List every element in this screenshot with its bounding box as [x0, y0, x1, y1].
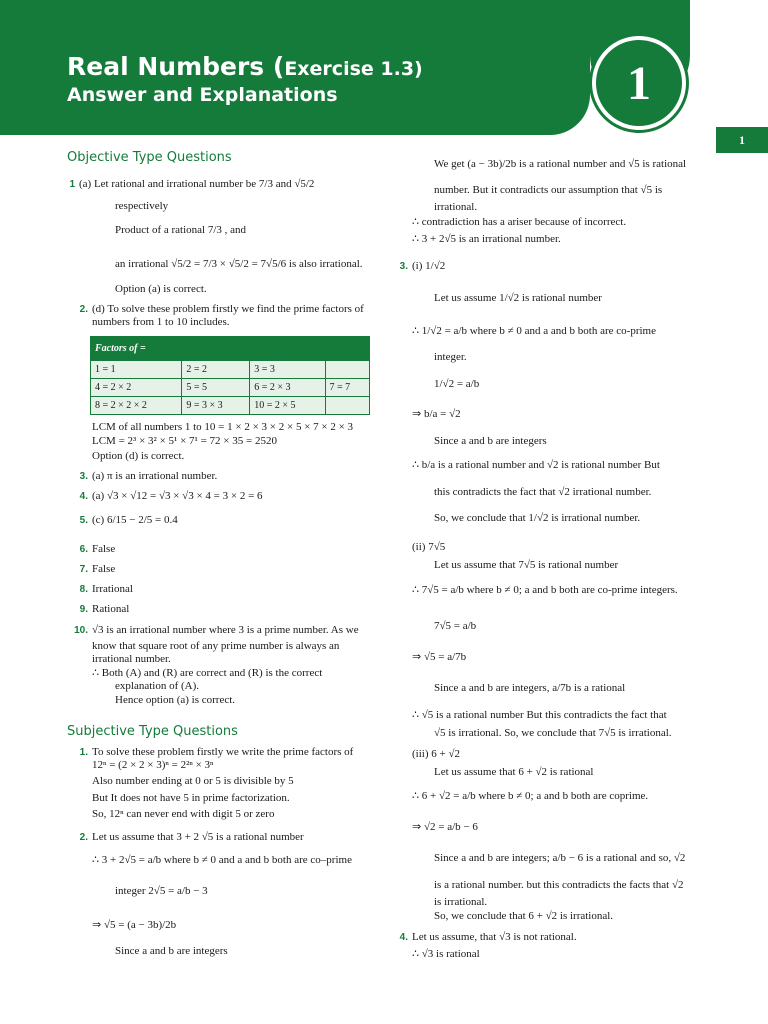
- answer-line: ∴ contradiction has a ariser because of incorrect.: [412, 216, 627, 228]
- answer-line: So, 12ⁿ can never end with digit 5 or zero: [92, 808, 275, 820]
- answer-line: Since a and b are integers: [115, 945, 228, 957]
- answer-line: is irrational.: [434, 896, 488, 908]
- question-number: 10.: [74, 625, 88, 636]
- answer-line: To solve these problem firstly we write the prime factors of: [92, 746, 354, 758]
- answer-line: irrational number.: [92, 653, 171, 665]
- question-number: 5.: [79, 515, 88, 526]
- answer-line: ∴ Both (A) and (R) are correct and (R) is the correct: [92, 667, 323, 679]
- answer-line: Since a and b are integers, a/7b is a rational: [434, 682, 626, 694]
- answer-line: ⇒ √2 = a/b − 6: [412, 821, 478, 833]
- answer-line: ∴ 1/√2 = a/b where b ≠ 0 and a and b both are co-prime: [412, 325, 656, 337]
- question-number: 4.: [79, 491, 88, 502]
- answer-line: 12ⁿ = (2 × 2 × 3)ⁿ = 2²ⁿ × 3ⁿ: [92, 759, 214, 771]
- answer-line: ⇒ √5 = a/7b: [412, 651, 467, 663]
- question-number: 3.: [399, 261, 408, 272]
- chapter-number-badge: 1: [592, 36, 686, 130]
- answer-line: explanation of (A).: [115, 680, 199, 692]
- answer-line: an irrational √5/2 = 7/3 × √5/2 = 7√5/6 is also irrational.: [115, 258, 363, 270]
- answer-line: √3 is an irrational number where 3 is a prime number. As we: [92, 624, 359, 636]
- answer-line: Also number ending at 0 or 5 is divisible by 5: [92, 775, 294, 787]
- objective-heading: Objective Type Questions: [67, 150, 232, 165]
- answer-line: (iii) 6 + √2: [412, 748, 460, 760]
- answer-line: numbers from 1 to 10 includes.: [92, 316, 230, 328]
- answer-line: ⇒ b/a = √2: [412, 408, 461, 420]
- answer-line: Let us assume that 7√5 is rational number: [434, 559, 619, 571]
- answer-line: Let us assume that 6 + √2 is rational: [434, 766, 594, 778]
- answer-line: integer.: [434, 351, 467, 363]
- answer-line: But It does not have 5 in prime factorization.: [92, 792, 290, 804]
- answer-line: (a) π is an irrational number.: [92, 470, 218, 482]
- answer-line: Let us assume, that √3 is not rational.: [412, 931, 577, 943]
- answer-line: Irrational: [92, 583, 133, 595]
- factors-table: [90, 336, 370, 415]
- question-number: 6.: [79, 544, 88, 555]
- answer-line: Option (a) is correct.: [115, 283, 207, 295]
- answer-line: ∴ √3 is rational: [412, 948, 480, 960]
- answer-line: (ii) 7√5: [412, 541, 446, 553]
- answer-line: ∴ 3 + 2√5 is an irrational number.: [412, 233, 561, 245]
- answer-line: ∴ 7√5 = a/b where b ≠ 0; a and b both are co-prime integers.: [412, 584, 678, 596]
- answer-line: (i) 1/√2: [412, 260, 446, 272]
- answer-line: So, we conclude that 1/√2 is irrational number.: [434, 512, 641, 524]
- answer-line: 7√5 = a/b: [434, 620, 477, 632]
- answer-line: So, we conclude that 6 + √2 is irrational.: [434, 910, 614, 922]
- answer-line: (a) √3 × √12 = √3 × √3 × 4 = 3 × 2 = 6: [92, 490, 263, 502]
- answer-line: Since a and b are integers: [434, 435, 547, 447]
- answer-line: Let us assume 1/√2 is rational number: [434, 292, 602, 304]
- answer-line: number. But it contradicts our assumption that √5 is: [434, 184, 663, 196]
- answer-line: is a rational number. but this contradicts the facts that √2: [434, 879, 684, 891]
- answer-line: Rational: [92, 603, 130, 615]
- answer-line: ∴ √5 is a rational number But this contradicts the fact that: [412, 709, 667, 721]
- answer-line: respectively: [115, 200, 169, 212]
- factors-table-header: Factors of =: [91, 337, 370, 361]
- answer-line: ∴ b/a is a rational number and √2 is rational number But: [412, 459, 660, 471]
- answer-line: integer 2√5 = a/b − 3: [115, 885, 208, 897]
- question-number: 3.: [79, 471, 88, 482]
- answer-line: (d) To solve these problem firstly we find the prime factors of: [92, 303, 364, 315]
- question-number: 9.: [79, 604, 88, 615]
- subjective-heading: Subjective Type Questions: [67, 724, 238, 739]
- answer-line: ∴ 6 + √2 = a/b where b ≠ 0; a and b both are coprime.: [412, 790, 649, 802]
- question-number: 2.: [79, 304, 88, 315]
- answer-line: irrational.: [434, 201, 478, 213]
- table-row: 4 = 2 × 2 5 = 5 6 = 2 × 3 7 = 7: [91, 379, 370, 397]
- answer-line: Since a and b are integers; a/b − 6 is a rational and so, √2: [434, 852, 686, 864]
- answer-line: ∴ 3 + 2√5 = a/b where b ≠ 0 and a and b both are co–prime: [92, 854, 352, 866]
- answer-line: LCM of all numbers 1 to 10 = 1 × 2 × 3 × 2 × 5 × 7 × 2 × 3: [92, 421, 354, 433]
- question-number: 7.: [79, 564, 88, 575]
- question-number: 2.: [79, 832, 88, 843]
- answer-line: We get (a − 3b)/2b is a rational number and √5 is rational: [434, 158, 687, 170]
- question-number: 1: [69, 179, 75, 190]
- answer-line: False: [92, 543, 116, 555]
- answer-line: √5 is irrational. So, we conclude that 7√5 is irrational.: [434, 727, 672, 739]
- page-subtitle: Answer and Explanations: [67, 84, 338, 106]
- question-number: 4.: [399, 932, 408, 943]
- page-number-tab: 1: [716, 127, 768, 153]
- answer-line: Hence option (a) is correct.: [115, 694, 236, 706]
- page-title: Real Numbers (Exercise 1.3): [67, 52, 423, 81]
- answer-line: Option (d) is correct.: [92, 450, 185, 462]
- answer-line: ⇒ √5 = (a − 3b)/2b: [92, 919, 177, 931]
- table-row: 1 = 1 2 = 2 3 = 3: [91, 361, 370, 379]
- answer-line: 1/√2 = a/b: [434, 378, 480, 390]
- question-number: 8.: [79, 584, 88, 595]
- answer-line: this contradicts the fact that √2 irrational number.: [434, 486, 652, 498]
- table-row: 8 = 2 × 2 × 2 9 = 3 × 3 10 = 2 × 5: [91, 397, 370, 415]
- answer-line: LCM = 2³ × 3² × 5¹ × 7¹ = 72 × 35 = 2520: [92, 435, 277, 447]
- answer-line: Let us assume that 3 + 2 √5 is a rational number: [92, 831, 304, 843]
- answer-line: (a) Let rational and irrational number be 7/3 and √5/2: [79, 178, 315, 190]
- answer-line: know that square root of any prime number is always an: [92, 640, 340, 652]
- answer-line: Product of a rational 7/3 , and: [115, 224, 247, 236]
- answer-line: False: [92, 563, 116, 575]
- answer-line: (c) 6/15 − 2/5 = 0.4: [92, 514, 178, 526]
- question-number: 1.: [79, 747, 88, 758]
